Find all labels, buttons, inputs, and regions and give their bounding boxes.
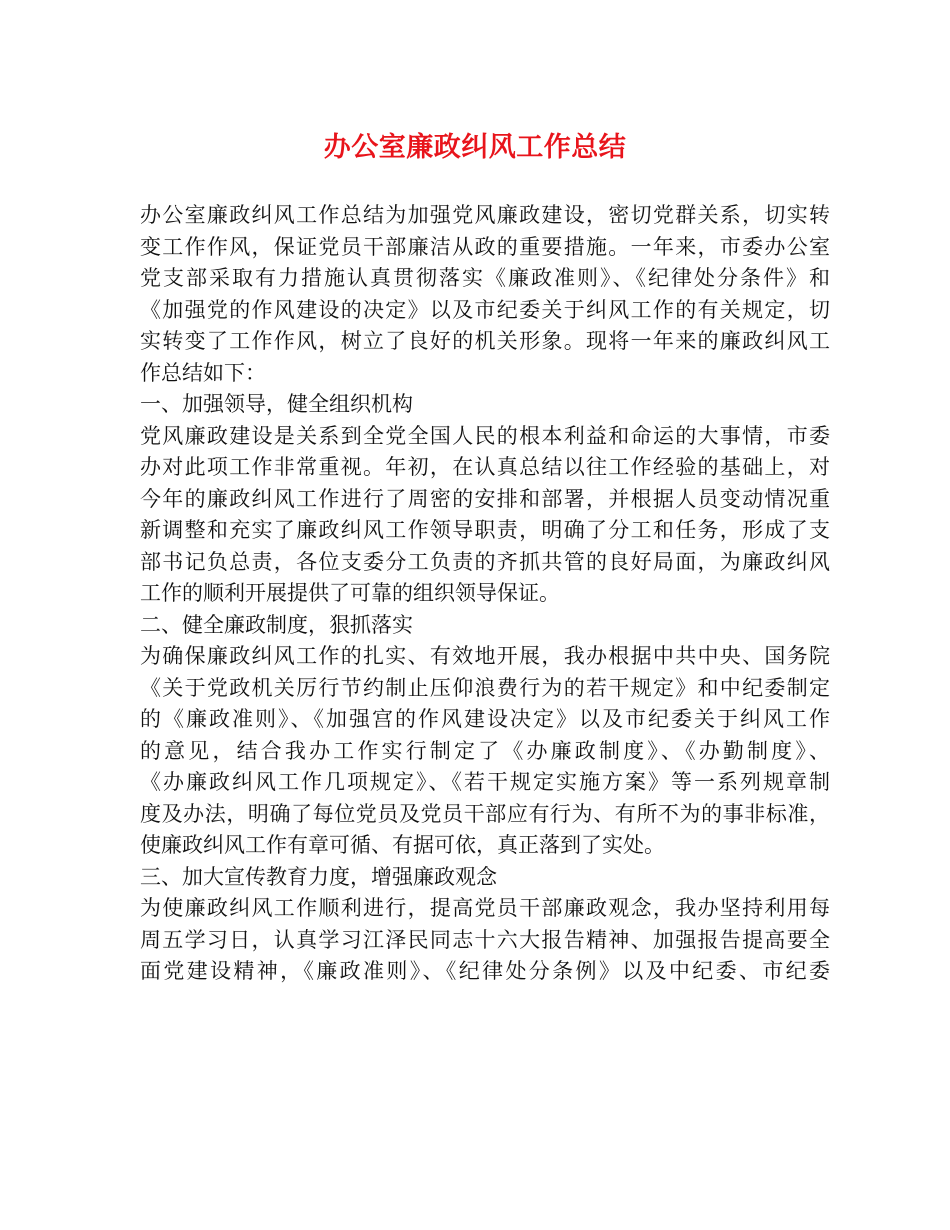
paragraph-line: 今年的廉政纠风工作进行了周密的安排和部署，并根据人员变动情况重 bbox=[140, 486, 830, 511]
paragraph-line: 度及办法，明确了每位党员及党员干部应有行为、有所不为的事非标准， bbox=[140, 801, 830, 826]
paragraph-line: 周五学习日，认真学习江泽民同志十六大报告精神、加强报告提高要全 bbox=[140, 927, 830, 952]
paragraph-line: 办对此项工作非常重视。年初，在认真总结以往工作经验的基础上，对 bbox=[140, 455, 830, 479]
paragraph-line: 《办廉政纠风工作几项规定》、《若干规定实施方案》等一系列规章制 bbox=[140, 770, 830, 794]
paragraph-line: 使廉政纠风工作有章可循、有据可依，真正落到了实处。 bbox=[140, 833, 665, 857]
paragraph-line: 办公室廉政纠风工作总结为加强党风廉政建设，密切党群关系，切实转 bbox=[140, 203, 830, 227]
paragraph-line: 《关于党政机关厉行节约制止压仰浪费行为的若干规定》和中纪委制定 bbox=[140, 675, 830, 700]
paragraph-line: 《加强党的作风建设的决定》以及市纪委关于纠风工作的有关规定，切 bbox=[140, 297, 830, 322]
paragraph-line: 为确保廉政纠风工作的扎实、有效地开展，我办根据中共中央、国务院 bbox=[140, 644, 830, 668]
document-title: 办公室廉政纠风工作总结 bbox=[323, 132, 627, 163]
section-heading: 二、健全廉政制度，狠抓落实 bbox=[140, 612, 413, 637]
paragraph-line: 的意见，结合我办工作实行制定了《办廉政制度》、《办勤制度》、 bbox=[140, 738, 830, 763]
paragraph-line: 实转变了工作作风，树立了良好的机关形象。现将一年来的廉政纠风工 bbox=[140, 329, 830, 353]
paragraph-line: 面党建设精神，《廉政准则》、《纪律处分条例》以及中纪委、市纪委 bbox=[140, 959, 830, 983]
paragraph-line: 部书记负总责，各位支委分工负责的齐抓共管的良好局面，为廉政纠风 bbox=[140, 549, 830, 574]
paragraph-line: 工作的顺利开展提供了可靠的组织领导保证。 bbox=[140, 581, 560, 605]
section-heading: 三、加大宣传教育力度，增强廉政观念 bbox=[140, 864, 497, 889]
paragraph-line: 为使廉政纠风工作顺利进行，提高党员干部廉政观念，我办坚持利用每 bbox=[140, 896, 830, 920]
paragraph-line: 作总结如下： bbox=[140, 360, 266, 385]
paragraph-line: 变工作作风，保证党员干部廉洁从政的重要措施。一年来，市委办公室 bbox=[140, 234, 830, 259]
section-heading: 一、加强领导，健全组织机构 bbox=[140, 392, 413, 416]
paragraph-line: 党风廉政建设是关系到全党全国人民的根本利益和命运的大事情，市委 bbox=[140, 423, 830, 448]
document-body bbox=[140, 200, 830, 988]
paragraph-line: 新调整和充实了廉政纠风工作领导职责，明确了分工和任务，形成了支 bbox=[140, 518, 830, 542]
paragraph-line: 党支部采取有力措施认真贯彻落实《廉政准则》、《纪律处分条件》和 bbox=[140, 266, 830, 290]
paragraph-line: 的《廉政准则》、《加强宫的作风建设决定》以及市纪委关于纠风工作 bbox=[140, 707, 830, 731]
